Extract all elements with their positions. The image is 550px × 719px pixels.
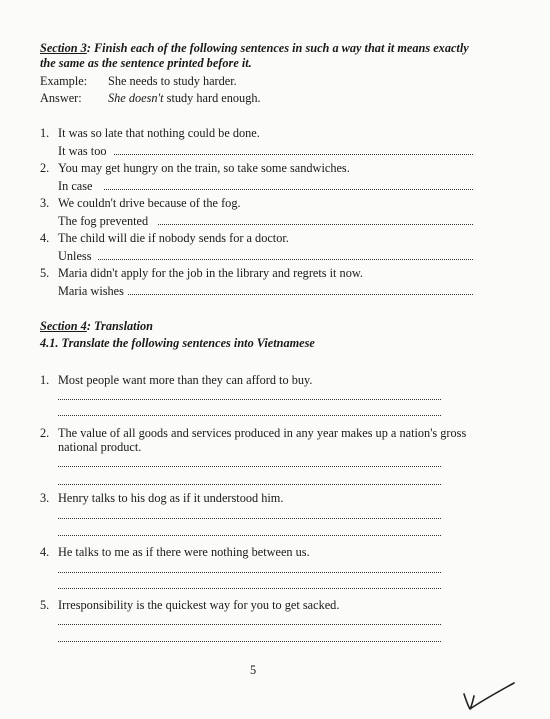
handwritten-check-mark-icon bbox=[458, 678, 520, 718]
item-sentence: He talks to me as if there were nothing between us. bbox=[58, 545, 310, 559]
answer-rest: study hard enough. bbox=[163, 91, 261, 105]
item-sentence: Henry talks to his dog as if it understood him. bbox=[58, 491, 284, 505]
answer-line[interactable] bbox=[128, 294, 473, 295]
item-number: 4. bbox=[40, 231, 50, 245]
item-number: 3. bbox=[40, 491, 50, 505]
example-label: Example: bbox=[40, 74, 88, 88]
item-sentence: Most people want more than they can afford to buy. bbox=[58, 373, 313, 387]
answer-line[interactable] bbox=[58, 466, 441, 467]
section4-label: Section 4 bbox=[40, 319, 87, 333]
item-sentence: Maria didn't apply for the job in the library and regrets it now. bbox=[58, 266, 364, 280]
item-sentence: It was so late that nothing could be done. bbox=[58, 126, 260, 140]
answer-line[interactable] bbox=[58, 624, 441, 625]
answer-line[interactable] bbox=[58, 415, 441, 416]
section4-title: : Translation bbox=[86, 319, 153, 333]
section4-heading bbox=[40, 319, 153, 334]
answer-line[interactable] bbox=[58, 641, 441, 642]
item-number: 1. bbox=[40, 126, 50, 140]
item-number: 2. bbox=[40, 161, 50, 175]
item-stem: It was too bbox=[58, 144, 107, 158]
answer-line[interactable] bbox=[114, 154, 473, 155]
answer-line[interactable] bbox=[58, 572, 441, 573]
answer-line[interactable] bbox=[58, 399, 441, 400]
item-sentence: The value of all goods and services produced in any year makes up a nation's gross bbox=[58, 426, 467, 440]
item-number: 3. bbox=[40, 196, 50, 210]
item-sentence: Irresponsibility is the quickest way for you to get sacked. bbox=[58, 598, 340, 612]
section3-title: : Finish each of the following sentences in such a way that it means exactly bbox=[86, 41, 469, 55]
section4-subtitle: 4.1. Translate the following sentences into Vietnamese bbox=[40, 336, 315, 350]
item-sentence: You may get hungry on the train, so take some sandwiches. bbox=[58, 161, 350, 175]
answer-line[interactable] bbox=[58, 535, 441, 536]
item-stem: Unless bbox=[58, 249, 92, 263]
answer-line[interactable] bbox=[58, 518, 441, 519]
item-stem: The fog prevented bbox=[58, 214, 149, 228]
item-number: 1. bbox=[40, 373, 50, 387]
page-number: 5 bbox=[250, 663, 257, 677]
item-stem: Maria wishes bbox=[58, 284, 124, 298]
item-number: 5. bbox=[40, 598, 50, 612]
section3-heading bbox=[40, 41, 469, 56]
item-sentence-cont: national product. bbox=[58, 440, 142, 454]
example-text: She needs to study harder. bbox=[108, 74, 237, 88]
section3-title-cont: the same as the sentence printed before it. bbox=[40, 56, 252, 70]
answer-line[interactable] bbox=[98, 259, 473, 260]
answer-label: Answer: bbox=[40, 91, 82, 105]
answer-line[interactable] bbox=[158, 224, 473, 225]
item-stem: In case bbox=[58, 179, 93, 193]
section3-label: Section 3 bbox=[40, 41, 87, 55]
answer-italic: She doesn't bbox=[108, 91, 164, 105]
item-sentence: We couldn't drive because of the fog. bbox=[58, 196, 241, 210]
answer-text bbox=[108, 91, 261, 106]
item-number: 2. bbox=[40, 426, 50, 440]
answer-line[interactable] bbox=[58, 484, 441, 485]
item-sentence: The child will die if nobody sends for a doctor. bbox=[58, 231, 289, 245]
answer-line[interactable] bbox=[104, 189, 473, 190]
item-number: 5. bbox=[40, 266, 50, 280]
item-number: 4. bbox=[40, 545, 50, 559]
answer-line[interactable] bbox=[58, 588, 441, 589]
